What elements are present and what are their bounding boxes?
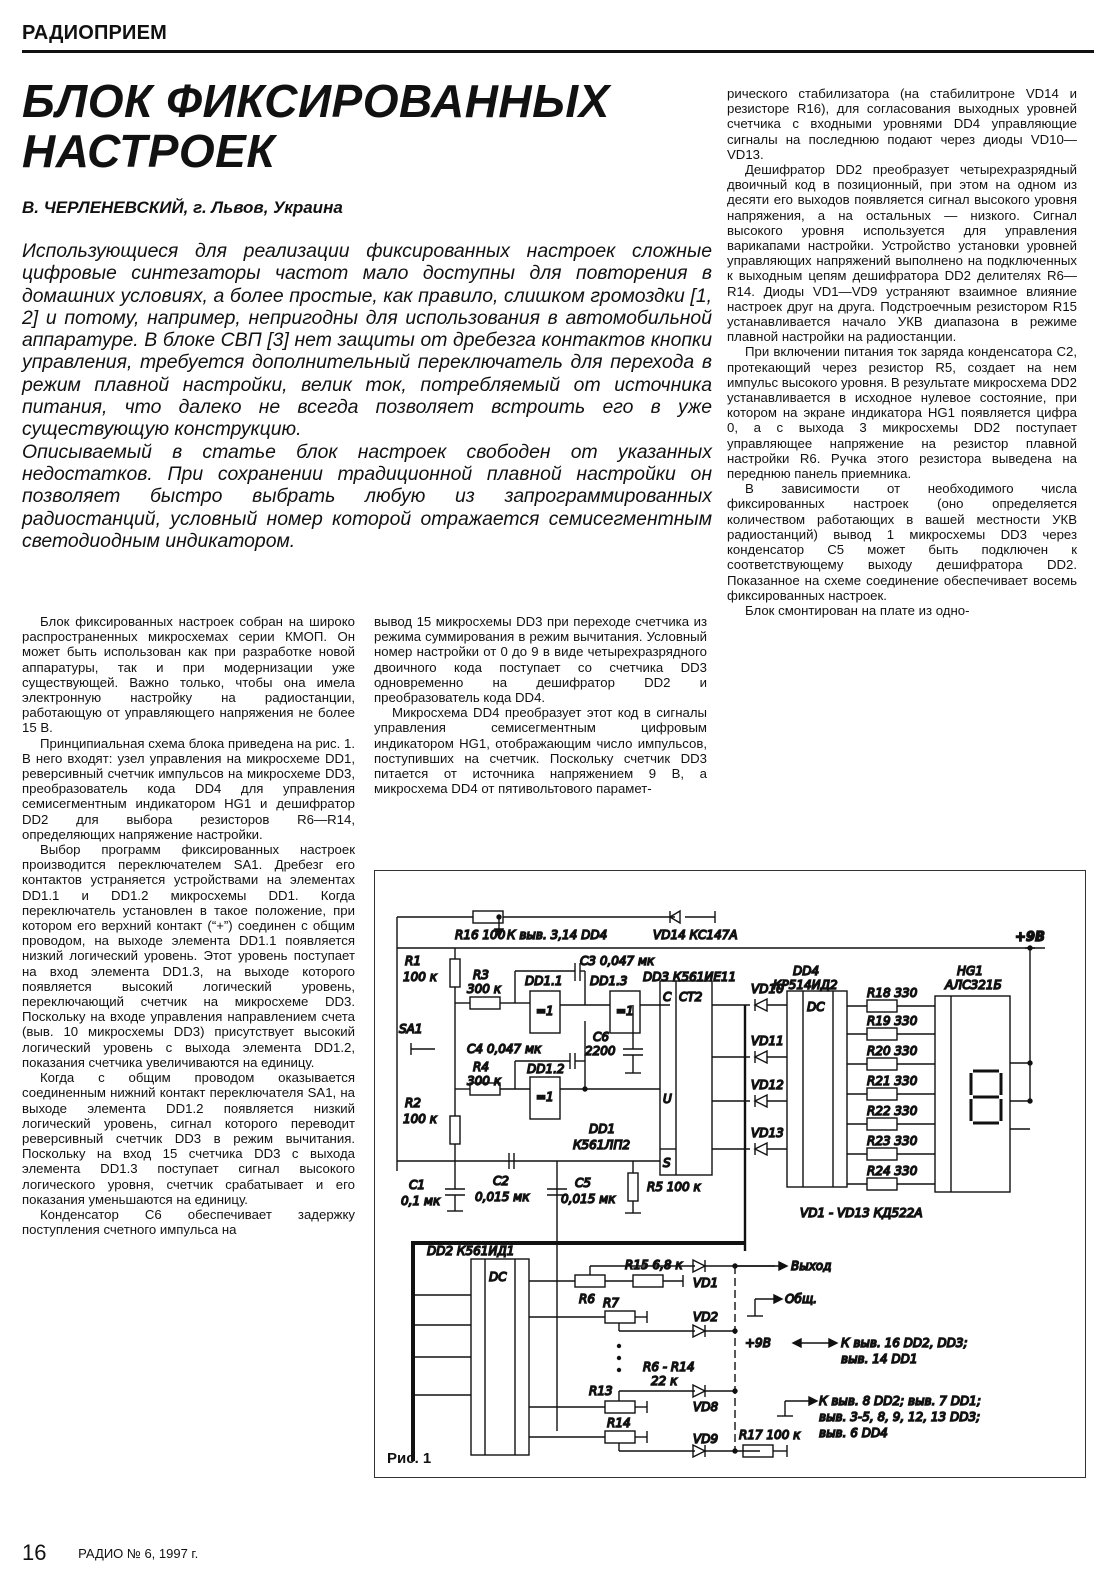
r22-label: R22 330 <box>867 1104 918 1118</box>
paragraph: В зависимости от необходимого числа фиксированных настроек (оно определяется количеством работающих в вашей местности УКВ радиостанций) вывод 1 микросхемы DD3 через конденсатор С5 может быть подключен к соответствующему выходу дешифратора DD2. Показанное на схеме соединение обеспечивает восемь фиксированных настроек. <box>727 481 1077 603</box>
common-label: Общ. <box>785 1292 817 1306</box>
r15-label: R15 6,8 к <box>625 1258 683 1272</box>
c1-value: 0,1 мк <box>401 1194 441 1208</box>
c6-value: 2200 <box>585 1044 616 1058</box>
sa1-label: SA1 <box>399 1022 423 1036</box>
vd13-label: VD13 <box>751 1126 784 1140</box>
r2-label: R2 <box>405 1096 421 1110</box>
paragraph: Конденсатор С6 обеспечивает задержку поступления счетного импульса на <box>22 1206 355 1238</box>
r4-value: 300 к <box>467 1074 501 1088</box>
paragraph: Дешифратор DD2 преобразует четырехразрядный двоичный код в позиционный, при этом на одном из десяти его выходов появляется сигнал высокого уровня напряжения, а на остальных — низкого. Сигнал высокого уровня используется для управления варикапами настройки. Устройство установки уровней управляющих напряжений выполнено на подключенных к выходным цепям дешифратора DD2 делителях R6—R14. Диоды VD1—VD9 устраняют взаимное влияние настроек друг на друга. Подстроечным резистором R15 устанавливается начало УКВ диапазона в режиме плавной настройки на радиостанции. <box>727 162 1077 345</box>
r7-label: R7 <box>603 1296 619 1310</box>
output-label: Выход <box>791 1259 832 1273</box>
r2-resistor-icon <box>450 1116 460 1144</box>
gate-symbol: =1 <box>536 1090 554 1104</box>
dd3-counter-chip <box>660 981 712 1175</box>
dd4-type: КР514ИД2 <box>773 978 838 992</box>
r3-label: R3 <box>473 968 489 982</box>
r21-label: R21 330 <box>867 1074 918 1088</box>
c3-label: C3 0,047 мк <box>580 954 655 968</box>
page-number: 16 <box>22 1540 47 1565</box>
paragraph: рического стабилизатора (на стабилитроне VD14 и резисторе R16), для согласования выходных уровней счетчика с входными уровнями DD4 управляющие сигналы на последнюю подают через диоды VD10—VD13. <box>727 86 1077 162</box>
issue-label: РАДИО № 6, 1997 г. <box>78 1546 199 1561</box>
title-line-1: БЛОК ФИКСИРОВАННЫХ <box>22 75 610 127</box>
r18-label: R18 330 <box>867 986 918 1000</box>
r14-potentiometer-icon <box>605 1431 635 1443</box>
r23-label: R23 330 <box>867 1134 918 1148</box>
vd12-label: VD12 <box>751 1078 784 1092</box>
c5-value: 0,015 мк <box>561 1192 616 1206</box>
body-column-1 <box>22 614 355 1237</box>
c2-label: C2 <box>493 1174 510 1188</box>
lead-text-1: Использующиеся для реализации фиксированных настроек сложные цифровые синтезаторы частот мало доступны для повторения в домашних условиях, а более простые, как правило, слишком громоздки [1, 2] и потому, например, непригодны для использования в автомобильной аппаратуре. В блоке СВП [3] нет защиты от дребезга контактов кнопки управления, требуется дополнительный переключатель для перехода в режим плавной настройки, велик ток, потребляемый от источника питания, что далеко не всегда позволяет встроить его в уже существующую конструкцию. <box>22 240 712 441</box>
r3-value: 300 к <box>467 982 501 996</box>
vd11-label: VD11 <box>751 1034 784 1048</box>
paragraph: Блок смонтирован на плате из одно- <box>745 602 970 618</box>
paragraph: Когда с общим проводом оказывается соединенным нижний контакт переключателя SA1, на выходе элемента DD1.2 появляется низкий логический уровень, сигнал которого переводит реверсивный счетчик DD3 в режим вычитания. Поскольку на вход 15 счетчика DD3 с выхода элемента DD1.3 поступает сигнал высокого логического уровня, счетчик срабатывает и его показания уменьшаются на единицу. <box>22 1070 355 1207</box>
title-line-2: НАСТРОЕК <box>22 125 276 177</box>
dd2-decoder-chip <box>471 1259 529 1455</box>
gate-symbol: =1 <box>536 1004 554 1018</box>
dd3-c-pin: C <box>663 990 672 1004</box>
c1-label: C1 <box>409 1178 426 1192</box>
r2-value: 100 к <box>403 1112 437 1126</box>
r20-label: R20 330 <box>867 1044 918 1058</box>
top-rule-divider <box>22 50 1094 53</box>
seven-segment-digit-icon <box>971 1071 1001 1123</box>
circuit-schematic <box>375 871 1087 1479</box>
dd2-label: DD2 К561ИД1 <box>427 1244 515 1258</box>
schematic-figure <box>374 870 1086 1478</box>
dd13-label: DD1.3 <box>590 974 628 988</box>
dd11-label: DD1.1 <box>525 974 563 988</box>
hg1-label: HG1 <box>957 964 983 978</box>
to-dd4-label: К выв. 3,14 DD4 <box>507 928 608 942</box>
to-pin14-label: выв. 14 DD1 <box>841 1352 918 1366</box>
vd11-diode-icon <box>755 1051 767 1063</box>
c4-label: C4 0,047 мк <box>467 1042 542 1056</box>
section-label: РАДИОПРИЕМ <box>22 22 168 44</box>
segment-resistors <box>847 1000 935 1190</box>
lead-text-2: Описываемый в статье блок настроек свободен от указанных недостатков. При сохранении традиционной плавной настройки он позволяет быстро выбрать любую из запрограммированных радиостанций, условный номер которой отражается семисегментным светодиодным индикатором. <box>22 440 712 552</box>
r1-value: 100 к <box>403 970 437 984</box>
dd4-label: DD4 <box>793 964 820 978</box>
r14-label: R14 <box>607 1416 631 1430</box>
vd10-diode-icon <box>755 999 767 1011</box>
r5-resistor-icon <box>628 1173 638 1201</box>
r16-label: R16 100 <box>455 928 506 942</box>
paragraph: Выбор программ фиксированных настроек производится переключателем SA1. Дребезг его контактов устраняется устройствами на элементах DD1.1 и DD1.2 микросхемы DD1. Когда переключатель установлен в такое положение, при котором его верхний контакт (“+”) соединен с общим проводом, на выходе элемента DD1.1 появляется низкий логический уровень. Этот уровень поступает на вход элемента DD1.3, на выходе которого появляется высокий логический уровень, переключающий счетчик на микросхеме DD3. Поскольку на входе управления направлением счета (выв. 10 микросхемы DD3) присутствует высокий логический уровень с выхода элемента DD1.2, показания счетчика увеличиваются на единицу. <box>22 842 355 1070</box>
dd3-label: DD3 К561ИЕ11 <box>643 970 737 984</box>
dd3-u-pin: U <box>663 1092 672 1106</box>
paragraph: При включении питания ток заряда конденсатора С2, протекающий через резистор R5, создает на нем импульс высокого уровня. В результате микросхема DD2 устанавливается в исходное нулевое состояние, при котором на экране индикатора HG1 появляется цифра 0, а с выхода 3 микросхемы DD2 поступает управляющее напряжение на резистор плавной настройки R6. Ручка этого резистора выведена на переднюю панель приемника. <box>727 344 1077 482</box>
body-column-2 <box>374 614 707 796</box>
r6-r14-label: R6 - R14 <box>643 1360 695 1374</box>
r17-label: R17 100 к <box>739 1428 801 1442</box>
vd12-diode-icon <box>755 1095 767 1107</box>
lead-paragraph <box>22 240 712 552</box>
r6-r14-value: 22 к <box>651 1374 678 1388</box>
c2-value: 0,015 мк <box>475 1190 530 1204</box>
vd13-diode-icon <box>755 1143 767 1155</box>
paragraph: вывод 15 микросхемы DD3 при переходе счетчика из режима суммирования в режим вычитания. Условный номер настройки от 0 до 9 в виде четырехразрядного двоичного кода поступает со счетчика DD3 одновременно на дешифратор DD2 и преобразователь кода DD4. <box>374 614 707 706</box>
dd4-dc-label: DC <box>807 1000 825 1014</box>
vd8-label: VD8 <box>693 1400 719 1414</box>
r5-label: R5 100 к <box>647 1180 701 1194</box>
diodes-type-label: VD1 - VD13 КД522А <box>800 1206 923 1220</box>
ct2-label: CT2 <box>679 990 703 1004</box>
paragraph: Блок фиксированных настроек собран на широко распространенных микросхемах серии КМОП. Он может быть использован как при разработке новой аппаратуры, так и при модернизации уже существующей. Важно только, чтобы она имела электронную настройку на радиостанции, работающую от управляющего напряжения не более 15 В. <box>22 614 355 736</box>
author-byline: В. ЧЕРЛЕНЕВСКИЙ, г. Львов, Украина <box>22 198 343 217</box>
vd10-label: VD10 <box>751 982 784 996</box>
plus9v-top-label: +9В <box>1015 930 1045 945</box>
vd14-label: VD14 КС147А <box>653 928 738 942</box>
vd2-label: VD2 <box>693 1310 719 1324</box>
vd9-label: VD9 <box>693 1432 719 1446</box>
plus9v-label: +9В <box>745 1336 771 1350</box>
r24-label: R24 330 <box>867 1164 918 1178</box>
hg1-type: АЛС321Б <box>945 978 1002 992</box>
to-pin35-label: выв. 3-5, 8, 9, 12, 13 DD3; <box>819 1410 981 1424</box>
to-pin16-label: К выв. 16 DD2, DD3; <box>841 1336 968 1350</box>
r19-label: R19 330 <box>867 1014 918 1028</box>
gate-symbol: =1 <box>616 1004 634 1018</box>
dd2-dc-label: DC <box>489 1270 507 1284</box>
r13-potentiometer-icon <box>605 1401 635 1413</box>
page-footer <box>22 1540 198 1566</box>
r1-label: R1 <box>405 954 421 968</box>
to-pin6-label: выв. 6 DD4 <box>819 1426 888 1440</box>
body-column-3 <box>727 86 1077 618</box>
article-title <box>22 76 712 176</box>
c6-label: C6 <box>593 1030 610 1044</box>
r6-label: R6 <box>579 1292 595 1306</box>
dd3-s-pin: S <box>663 1156 671 1170</box>
r1-resistor-icon <box>450 959 460 987</box>
dd12-label: DD1.2 <box>527 1062 565 1076</box>
r3-resistor-icon <box>470 997 500 1009</box>
dd1-type: К561ЛП2 <box>573 1138 631 1152</box>
vd1-label: VD1 <box>693 1276 719 1290</box>
paragraph: Принципиальная схема блока приведена на рис. 1. В него входят: узел управления на микросхеме DD1, реверсивный счетчик импульсов на микросхеме DD3, преобразователь кода DD4 для управления семисегментным индикатором HG1 и дешифратор DD2 для выбора резисторов R6—R14, определяющих напряжение настройки. <box>22 735 355 842</box>
paragraph: Микросхема DD4 преобразует этот код в сигналы управления семисегментным цифровым индикатором HG1, отображающим число импульсов, поступивших на счетчик. Поскольку счетчик DD3 питается от источника напряжением 9 В, а микросхема DD4 от пятивольтового парамет- <box>374 705 707 797</box>
dd4-decoder-chip <box>787 991 847 1187</box>
r4-label: R4 <box>473 1060 489 1074</box>
r15-trimmer-icon <box>633 1275 663 1287</box>
c5-label: C5 <box>575 1176 592 1190</box>
to-pin8-label: К выв. 8 DD2; выв. 7 DD1; <box>819 1394 981 1408</box>
r7-potentiometer-icon <box>605 1311 635 1323</box>
dd1-label: DD1 <box>589 1122 616 1136</box>
figure-caption: Рис. 1 <box>387 1450 432 1467</box>
r13-label: R13 <box>589 1384 613 1398</box>
r6-potentiometer-icon <box>575 1275 605 1287</box>
